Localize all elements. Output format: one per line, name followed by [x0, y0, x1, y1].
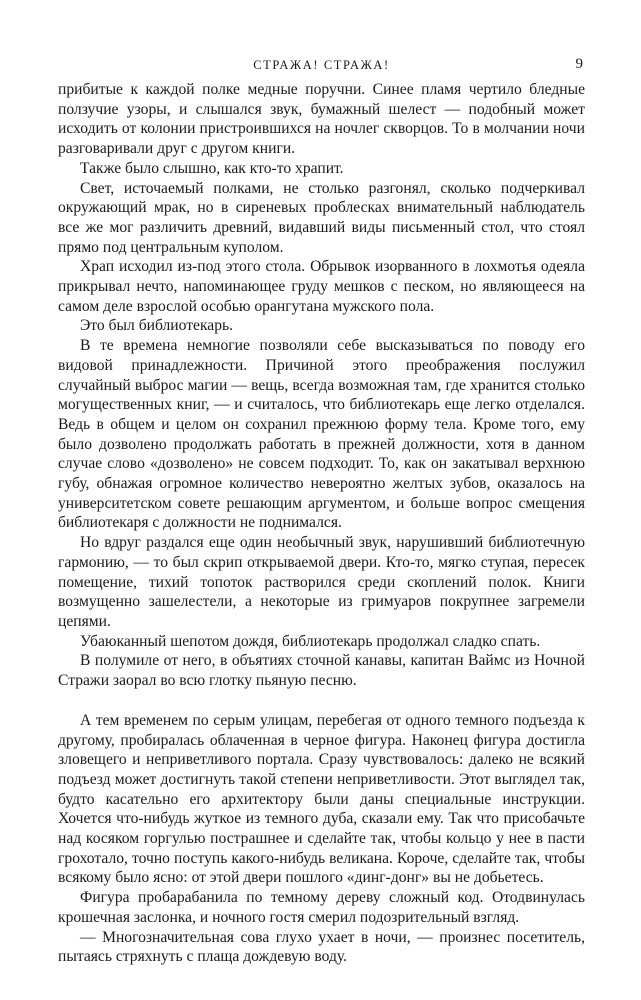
- paragraph: В полумиле от него, в объятиях сточной канавы, капитан Ваймс из Ночной Стражи заорал во всю глотку пьяную песню.: [58, 652, 585, 690]
- paragraph: Это был библиотекарь.: [80, 317, 234, 335]
- paragraph: Но вдруг раздался еще один необычный звук, нарушивший библиотечную гармонию, — то был скрип открываемой двери. Кто-то, мягко ступая, пересек помещение, тихий топоток растворился среди скоплений полок. Книги возмущенно зашелестели, а некоторые из гримуаров покрупнее загремели цепями.: [58, 534, 585, 630]
- paragraph: В те времена немногие позволяли себе высказываться по поводу его видовой принадлежности. Причиной этого преображения послужил случайный выброс магии — вещь, всегда возможная там, где хранится столько могущественных книг, — и считалось, что библиотекарь еще легко отделался. Ведь в общем и целом он сохранил прежнюю форму тела. Кроме того, ему было дозволено продолжать работать в прежней должности, хотя в данном случае слово «дозволено» не совсем подходит. То, как он закатывал верхнюю губу, обнажая огромное количество невероятно желтых зубов, оказалось на университетском совете решающим аргументом, и больше вопрос смещения библиотекаря с должности не поднимался.: [58, 337, 585, 532]
- paragraph: Свет, источаемый полками, не столько разгонял, сколько подчеркивал окружающий мрак, но в сиреневых проблесках внимательный наблюдатель все же мог различить древний, видавший виды письменный стол, что стоял прямо под центральным куполом.: [58, 179, 585, 256]
- running-header: [58, 40, 585, 80]
- running-title: СТРАЖА! СТРАЖА!: [253, 58, 390, 72]
- paragraph: А тем временем по серым улицам, перебегая от одного темного подъезда к другому, пробиралась облаченная в черное фигура. Наконец фигура достигла зловещего и неприветливого портала. Сразу чувствовалось: далеко не всякий подъезд может достигнуть такой степени неприветливости. Этот выглядел так, будто касательно его архитектору были даны специальные инструкции. Хочется что-нибудь жуткое из темного дуба, сказали ему. Так что присобачьте над косяком горгулью пострашнее и сделайте так, чтобы кольцо у нее в пасти грохотало, точно поступь какого-нибудь великана. Короче, сделайте так, чтобы всякому было ясно: от этой двери пошлого «динг-донг» вы не добьетесь.: [58, 711, 585, 887]
- page-number: 9: [575, 56, 583, 72]
- paragraph: Убаюканный шепотом дождя, библиотекарь продолжал сладко спать.: [80, 632, 541, 650]
- paragraph: Храп исходил из-под этого стола. Обрывок изорванного в лохмотья одеяла прикрывал нечто, напоминающее груду мешков с песком, но являющееся на самом деле взрослой особью орангутана мужского пола.: [58, 258, 585, 315]
- paragraph: Фигура пробарабанила по темному дереву сложный код. Отодвинулась крошечная заслонка, и ночного гостя смерил подозрительный взгляд.: [58, 889, 585, 926]
- body-text: [58, 80, 585, 967]
- paragraph: Также было слышно, как кто-то храпит.: [80, 159, 344, 177]
- section-break: [58, 691, 585, 711]
- paragraph-continuation: прибитые к каждой полке медные поручни. Синее пламя чертило бледные ползучие узоры, и слышался звук, бумажный шелест — подобный может исходить от колонии пристроившихся на ночлег скворцов. То в молчании ночи разговаривали друг с другом книги.: [58, 81, 585, 158]
- paragraph: — Многозначительная сова глухо ухает в ночи, — произнес посетитель, пытаясь стряхнуть с плаща дождевую воду.: [58, 928, 585, 966]
- book-page: [58, 40, 585, 967]
